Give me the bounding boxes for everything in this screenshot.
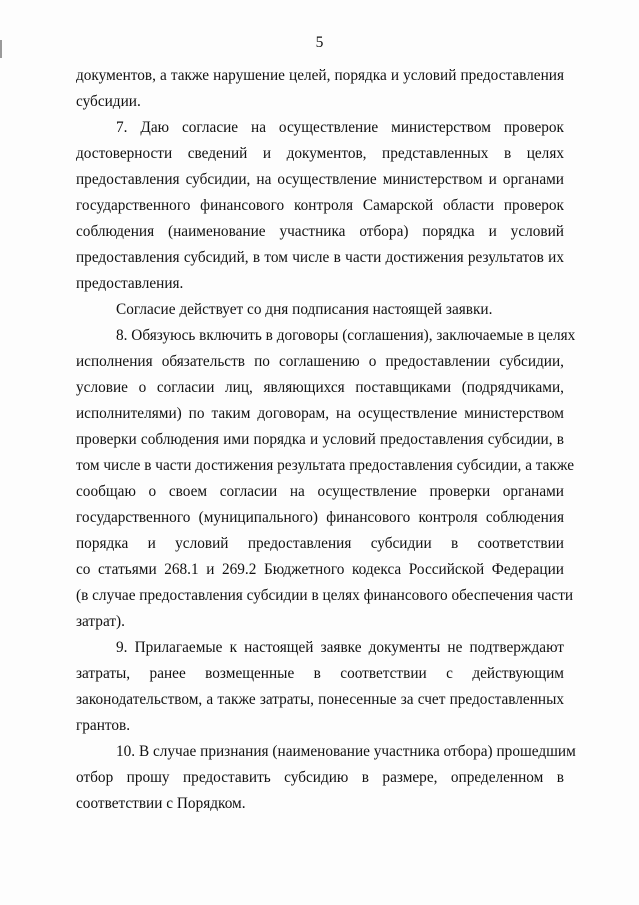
text-line: условие о согласии лиц, являющихся поставщиками (подрядчиками, [76,379,564,396]
text-line: предоставления субсидий, в том числе в части достижения результатов их [76,249,564,266]
text-line: (в случае предоставления субсидии в целях финансового обеспечения части [76,587,574,604]
text-line: со статьями 268.1 и 269.2 Бюджетного кодекса Российской Федерации [76,561,564,578]
text-line: соблюдения (наименование участника отбора) порядка и условий [76,223,564,240]
text-line: предоставления субсидии, на осуществление министерством и органами [76,171,564,188]
text-line: 8. Обязуюсь включить в договоры (соглашения), заключаемые в целях [116,327,576,344]
text-line: 7. Даю согласие на осуществление министерством проверок [116,119,564,136]
text-line: порядка и условий предоставления субсидии в соответствии [76,535,564,552]
text-line: грантов. [76,717,131,734]
text-line: 10. В случае признания (наименование участника отбора) прошедшим [116,743,576,760]
text-line: сообщаю о своем согласии на осуществление проверки органами [76,483,564,500]
text-line: проверки соблюдения ими порядка и условий предоставления субсидии, в [76,431,564,448]
text-line: затрат). [76,613,125,630]
document-body [76,63,576,817]
text-line: Согласие действует со дня подписания настоящей заявки. [116,301,493,318]
text-line: государственного (муниципального) финансового контроля соблюдения [76,509,564,526]
text-line: отбор прошу предоставить субсидию в размере, определенном в [76,769,564,786]
text-line: том числе в части достижения результата предоставления субсидии, а также [76,457,575,474]
text-line: законодательством, а также затраты, понесенные за счет предоставленных [76,691,564,708]
page-number: 5 [315,34,324,51]
text-line: достоверности сведений и документов, представленных в целях [76,145,564,162]
text-line: соответствии с Порядком. [76,795,246,812]
text-line: исполнителями) по таким договорам, на осуществление министерством [76,405,564,422]
text-line: предоставления. [76,275,184,292]
text-line: документов, а также нарушение целей, порядка и условий предоставления [76,67,564,84]
text-line: исполнения обязательств по соглашению о предоставлении субсидии, [76,353,564,370]
text-line: 9. Прилагаемые к настоящей заявке документы не подтверждают [116,639,564,656]
text-line: субсидии. [76,93,141,110]
text-line: затраты, ранее возмещенные в соответствии с действующим [76,665,564,682]
text-line: государственного финансового контроля Самарской области проверок [76,197,564,214]
